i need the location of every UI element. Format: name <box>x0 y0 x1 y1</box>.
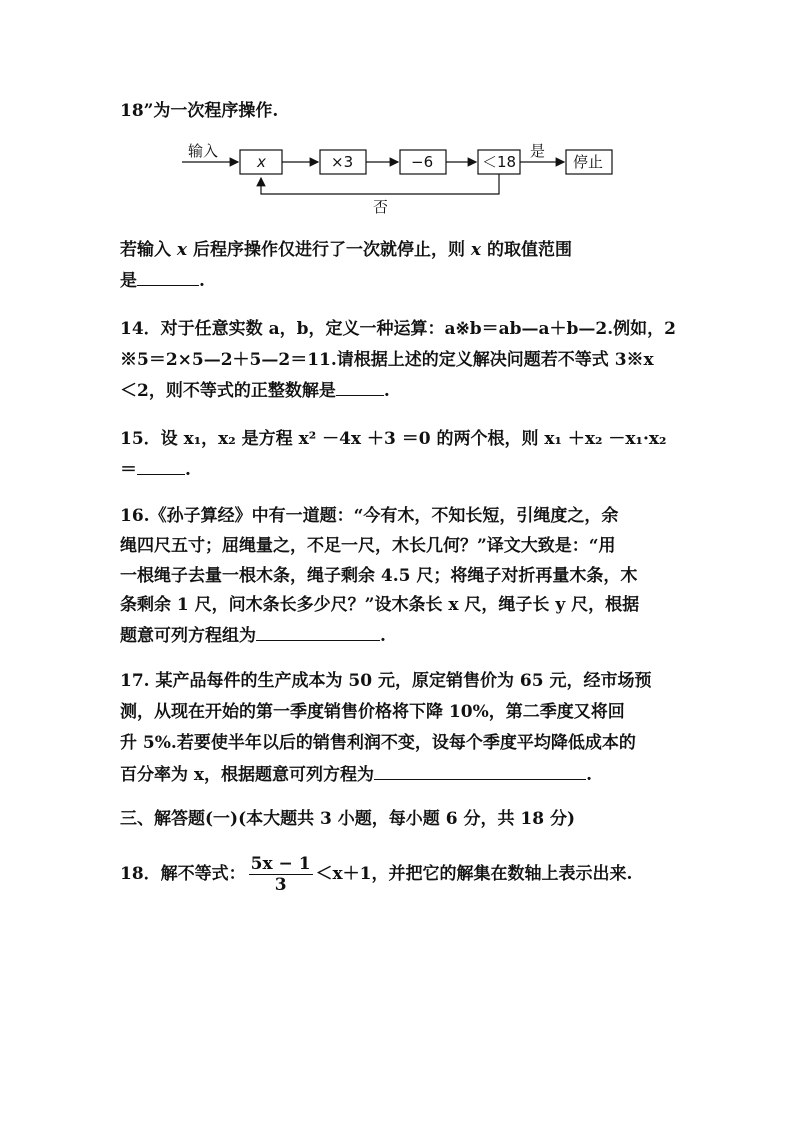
q13-line1: 若输入 x 后程序操作仅进行了一次就停止，则 x 的取值范围 <box>120 240 572 260</box>
q15-answer-blank[interactable] <box>137 458 185 475</box>
flow-box-multiply-label: ×3 <box>331 153 354 171</box>
q17-line1: 17. 某产品每件的生产成本为 50 元，原定销售价为 65 元，经市场预 <box>120 671 652 691</box>
q13-answer-blank[interactable] <box>137 269 199 286</box>
program-flowchart <box>180 140 620 220</box>
flow-stop-label: 停止 <box>573 153 604 171</box>
q17-line3: 升 5%.若要使半年以后的销售利润不变，设每个季度平均降低成本的 <box>120 733 636 753</box>
q15-line1: 15．设 x₁，x₂ 是方程 x² －4x ＋3 ＝0 的两个根，则 x₁ ＋x₂ －x₁·x₂ <box>120 429 667 449</box>
q17-answer-blank[interactable] <box>374 763 586 780</box>
section3-title: 三、解答题(一)(本大题共 3 小题，每小题 6 分，共 18 分) <box>120 809 575 829</box>
q14-line2: ※5＝2×5—2＋5—2＝11.请根据上述的定义解决问题若不等式 3※x <box>120 350 654 370</box>
q15-line2: ＝ . <box>120 460 191 480</box>
q13-intro: 18”为一次程序操作. <box>120 101 279 121</box>
q14-line3: ＜2，则不等式的正整数解是 . <box>120 381 390 401</box>
q16-line4: 条剩余 1 尺，问木条长多少尺？”设木条长 x 尺，绳子长 y 尺，根据 <box>120 595 640 615</box>
q16-line1: 16.《孙子算经》中有一道题：“今有木，不知长短，引绳度之，余 <box>120 506 619 526</box>
flow-yes-label: 是 <box>530 142 546 160</box>
q16-answer-blank[interactable] <box>256 624 380 641</box>
q17-line2: 测，从现在开始的第一季度销售价格将下降 10%，第二季度又将回 <box>120 702 625 722</box>
q13-line2: 是 . <box>120 271 205 291</box>
q18-line: 18．解不等式： $\frac{5x - 1}{3}$ ＜x＋1，并把它的解集在数轴上表示出来. <box>120 854 633 895</box>
q17-line4: 百分率为 x，根据题意可列方程为 . <box>120 765 592 785</box>
q14-answer-blank[interactable] <box>336 379 384 396</box>
q16-line2: 绳四尺五寸；屈绳量之，不足一尺，木长几何？”译文大致是：“用 <box>120 536 616 556</box>
q18-fraction: $\frac{5x - 1}{3}$ <box>250 854 311 895</box>
flow-input-label: 输入 <box>188 142 219 160</box>
flow-box-subtract-label: −6 <box>411 153 434 171</box>
flow-box-condition-label: ＜18 <box>482 153 517 171</box>
q14-line1: 14．对于任意实数 a，b，定义一种运算：a※b＝ab—a＋b—2.例如，2 <box>120 319 677 339</box>
q16-line5: 题意可列方程组为 . <box>120 626 386 646</box>
flow-no-label: 否 <box>373 198 389 216</box>
flow-box-x-label: x <box>257 153 266 171</box>
q16-line3: 一根绳子去量一根木条，绳子剩余 4.5 尺；将绳子对折再量木条，木 <box>120 566 638 586</box>
